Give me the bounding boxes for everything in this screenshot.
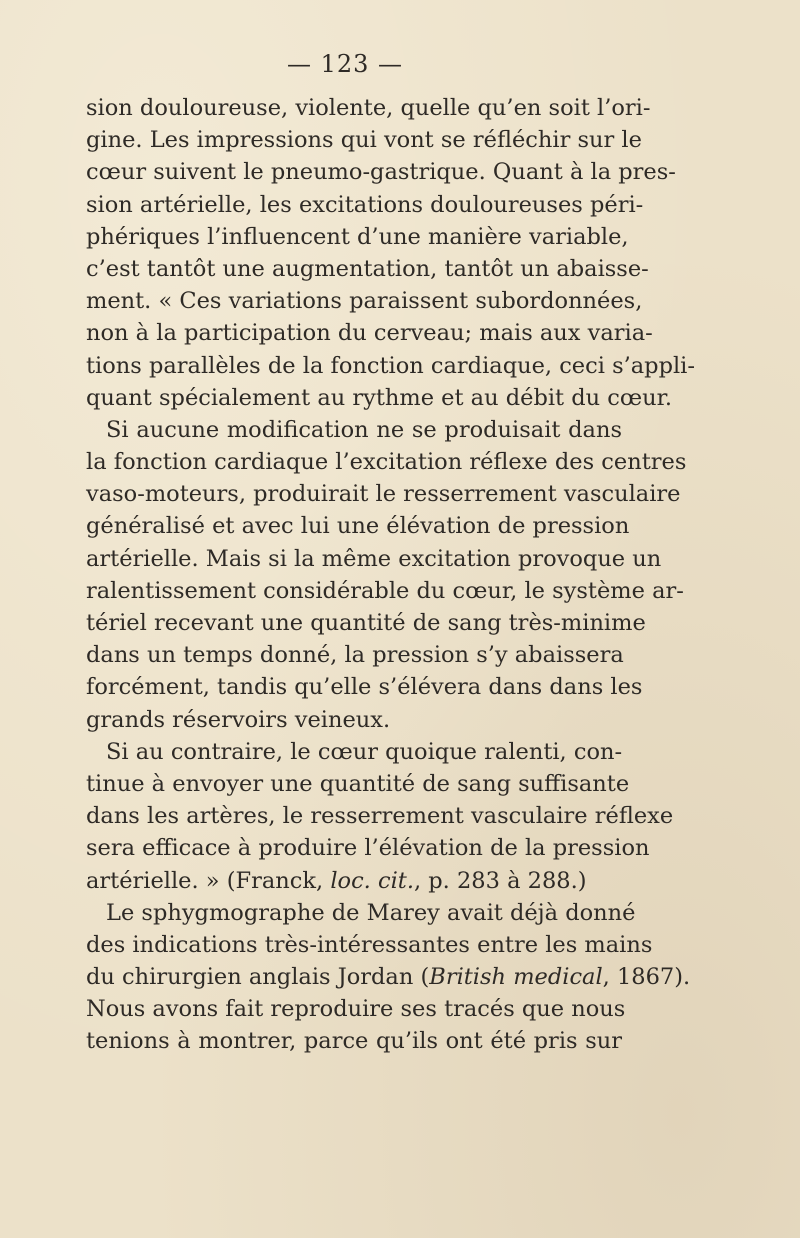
page-number: — 123 — [286, 50, 404, 78]
text-line: sion douloureuse, violente, quelle qu’en soit l’ori- [86, 95, 651, 121]
text-line: artérielle. Mais si la même excitation provoque un [86, 545, 662, 572]
text-line: généralisé et avec lui une élévation de pression [86, 513, 630, 540]
text-span: artérielle. » (Franck, [86, 867, 331, 894]
text-line: gine. Les impressions qui vont se réfléchir sur le [86, 127, 642, 154]
paragraph-start-line: Si aucune modification ne se produisait dans [106, 416, 622, 443]
paragraph-start-line: Le sphygmographe de Marey avait déjà donné [106, 899, 636, 926]
text-line: tinue à envoyer une quantité de sang suffisante [86, 770, 630, 797]
text-line: la fonction cardiaque l’excitation réflexe des centres [86, 449, 687, 476]
text-line: sera efficace à produire l’élévation de la pression [86, 835, 650, 862]
text-line: grands réservoirs veineux. [86, 706, 391, 733]
text-line: tions parallèles de la fonction cardiaque, ceci s’appli- [86, 352, 695, 379]
text-span: du chirurgien anglais Jordan ( [86, 964, 430, 991]
text-line: dans les artères, le resserrement vasculaire réflexe [86, 803, 674, 830]
text-line: Nous avons fait reproduire ses tracés que nous [86, 996, 626, 1023]
text-line: cœur suivent le pneumo-gastrique. Quant à la pres- [86, 159, 676, 186]
text-line: ralentissement considérable du cœur, le système ar- [86, 577, 684, 604]
text-line: sion artérielle, les excitations douloureuses péri- [86, 191, 644, 218]
text-line: des indications très-intéressantes entre les mains [86, 931, 653, 958]
text-line: quant spécialement au rythme et au débit du cœur. [86, 384, 673, 411]
text-span: , 1867). [602, 964, 691, 991]
text-line: phériques l’influencent d’une manière variable, [86, 223, 629, 250]
text-line: c’est tantôt une augmentation, tantôt un abaisse- [86, 255, 649, 282]
text-line: vaso-moteurs, produirait le resserrement vasculaire [86, 481, 681, 508]
italic-span: British medical [429, 964, 603, 991]
text-line-with-italic [86, 961, 691, 993]
text-line-with-italic [86, 865, 622, 897]
text-line: ment. « Ces variations paraissent subordonnées, [86, 288, 643, 315]
paragraph-start-line: Si au contraire, le cœur quoique ralenti, con- [106, 738, 623, 765]
text-line: non à la participation du cerveau; mais aux varia- [86, 320, 653, 347]
italic-span: loc. cit. [330, 867, 414, 894]
text-line: dans un temps donné, la pression s’y abaissera [86, 642, 624, 669]
text-line: forcément, tandis qu’elle s’élévera dans dans les [86, 674, 643, 701]
text-line: tenions à montrer, parce qu’ils ont été pris sur [86, 1028, 622, 1055]
text-span: , p. 283 à 288.) [413, 867, 587, 894]
text-line: tériel recevant une quantité de sang très-minime [86, 610, 646, 636]
body-text [86, 92, 695, 1058]
